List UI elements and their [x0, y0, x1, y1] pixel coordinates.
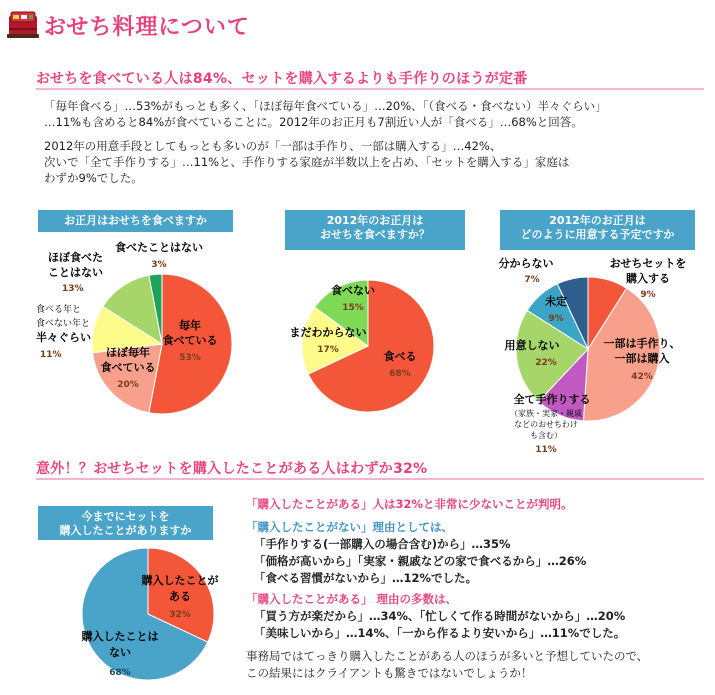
s2-line-5: 「食べる習慣がないから」…12%でした。 [254, 571, 478, 585]
chart2-question-line1: 2012年のお正月は [326, 214, 424, 227]
c1-pct-c: 11% [40, 350, 62, 360]
c3-pct-d: 22% [535, 358, 557, 368]
chart4-pie [40, 542, 230, 692]
c4-label-a2: ある [169, 590, 191, 603]
c2-label-c: 食べない [331, 284, 375, 297]
c1-label-a2: 食べている [162, 334, 218, 347]
chart1-question-text: お正月はおせちを食べますか [64, 214, 207, 227]
p2-line-3: わずか9%でした。 [44, 171, 143, 185]
c1-label-e: 食べたことはない [115, 241, 203, 254]
c3-sub-c1: （家族・実家・親戚 [510, 409, 582, 418]
chart2-pie [250, 238, 470, 418]
c3-label-f: 分からない [498, 257, 554, 270]
c1-label-c2: 食べない年と [36, 319, 91, 329]
c3-sub-c3: も含む） [530, 431, 562, 440]
c2-label-b: まだわからない [289, 326, 367, 339]
chart3-question-line1: 2012年のお正月は [549, 214, 646, 227]
c2-pct-c: 15% [342, 303, 364, 313]
p1-line-2: …11%も含めると84%が食べていることに。2012年のお正月も7割近い人が「食べる」…68%と回答。 [44, 115, 583, 129]
chart4-question-line1: 今までにセットを [81, 510, 170, 523]
page-title: おせち料理について [44, 15, 250, 40]
c3-label-c: 全て手作りする [513, 393, 591, 406]
c1-label-c3: 半々ぐらい [36, 331, 91, 344]
c1-label-b: ほぼ毎年 [106, 346, 150, 359]
c4-pct-b: 68% [109, 668, 131, 678]
section1-heading: おせちを食べている人は84%、セットを購入するよりも手作りのほうが定番 [36, 71, 528, 87]
c1-label-a: 毎年 [179, 319, 201, 332]
c2-pct-a: 68% [389, 369, 411, 379]
section1-divider [36, 88, 704, 90]
chart3-pie [480, 238, 715, 460]
s2-line-2: 「購入したことがない」理由としては、 [246, 520, 453, 534]
s2-line-3: 「手作りする(一部購入の場合含む)から」…35% [254, 537, 511, 551]
section2-heading: 意外！？おせちセットを購入したことがある人はわずか32% [36, 461, 428, 477]
c3-pct-a: 9% [640, 290, 656, 300]
chart4-question-line2: 購入したことがありますか [59, 524, 192, 537]
s2-line-9: 事務局ではてっきり購入したことがある人のほうが多いと予想していたので、 [246, 649, 649, 663]
c1-pct-d: 13% [62, 284, 84, 294]
c1-label-d1: ほぼ食べた [48, 251, 103, 264]
c2-pct-b: 17% [317, 345, 339, 355]
s2-line-8: 「美味しいから」…14%、「一から作るより安いから」…11%でした。 [254, 626, 626, 640]
c3-pct-c: 11% [535, 445, 557, 455]
section1-paragraph-1 [44, 98, 704, 130]
c1-pct-a: 53% [179, 353, 201, 363]
c3-label-d: 用意しない [504, 339, 560, 352]
section1-paragraph-2 [44, 138, 704, 186]
chart3-question-line2: どのように用意する予定ですか [520, 228, 675, 241]
p2-line-2: 次いで「全て手作りする」…11%と、手作りする家庭が半数以上を占め、「セットを購入する」家庭は [44, 155, 570, 169]
c1-label-d2: ことはない [48, 266, 103, 279]
c1-label-b2: 食べている [100, 361, 156, 374]
chart1-question [38, 210, 233, 232]
c3-label-b2: 一部は購入 [614, 352, 670, 365]
osechi-box-icon [6, 6, 40, 40]
c3-label-b1: 一部は手作り、 [603, 337, 681, 350]
c1-pct-e: 3% [151, 260, 167, 270]
c3-pct-e: 9% [548, 314, 564, 324]
c2-label-a: 食べる [383, 350, 417, 363]
s2-line-6: 「購入したことがある」 理由の多数は、 [246, 592, 458, 606]
section2-text [246, 496, 706, 682]
c3-label-a1: おせちセットを [609, 257, 687, 270]
p1-line-1: 「毎年食べる」…53%がもっとも多く、「ほぼ毎年食べている」…20%、「（食べる・食べない）半々ぐらい」 [44, 99, 607, 113]
c4-label-b2: ない [109, 646, 131, 659]
c3-pct-f: 7% [524, 275, 540, 285]
chart4-question [38, 506, 213, 540]
c3-sub-c2: などのおせちわけ [514, 420, 578, 429]
s2-line-4: 「価格が高いから」「実家・親戚などの家で食べるから」…26% [254, 554, 587, 568]
chart2-question-line2: おせちを食べますか？ [320, 228, 430, 241]
c3-label-a2: 購入する [626, 272, 670, 285]
chart1-pie [0, 238, 250, 418]
s2-line-1: 「購入したことがある」人は32%と非常に少ないことが判明。 [246, 497, 573, 511]
c4-pct-a: 32% [169, 610, 191, 620]
c1-pct-b: 20% [117, 380, 139, 390]
s2-line-10: この結果にはクライアントも驚きではないでしょうか！ [246, 666, 533, 680]
c4-label-b1: 購入したことは [81, 630, 159, 643]
s2-line-7: 「買う方が楽だから」…34%、「忙しくて作る時間がないから」…20% [254, 609, 626, 623]
c4-label-a1: 購入したことが [141, 574, 219, 587]
c3-label-e: 未定 [545, 295, 567, 308]
c1-label-c1: 食べる年と [36, 305, 82, 315]
p2-line-1: 2012年の用意手段としてもっとも多いのが「一部は手作り、一部は購入する」…42%、 [44, 139, 502, 153]
section2-divider [36, 478, 704, 480]
c3-pct-b: 42% [631, 372, 653, 382]
